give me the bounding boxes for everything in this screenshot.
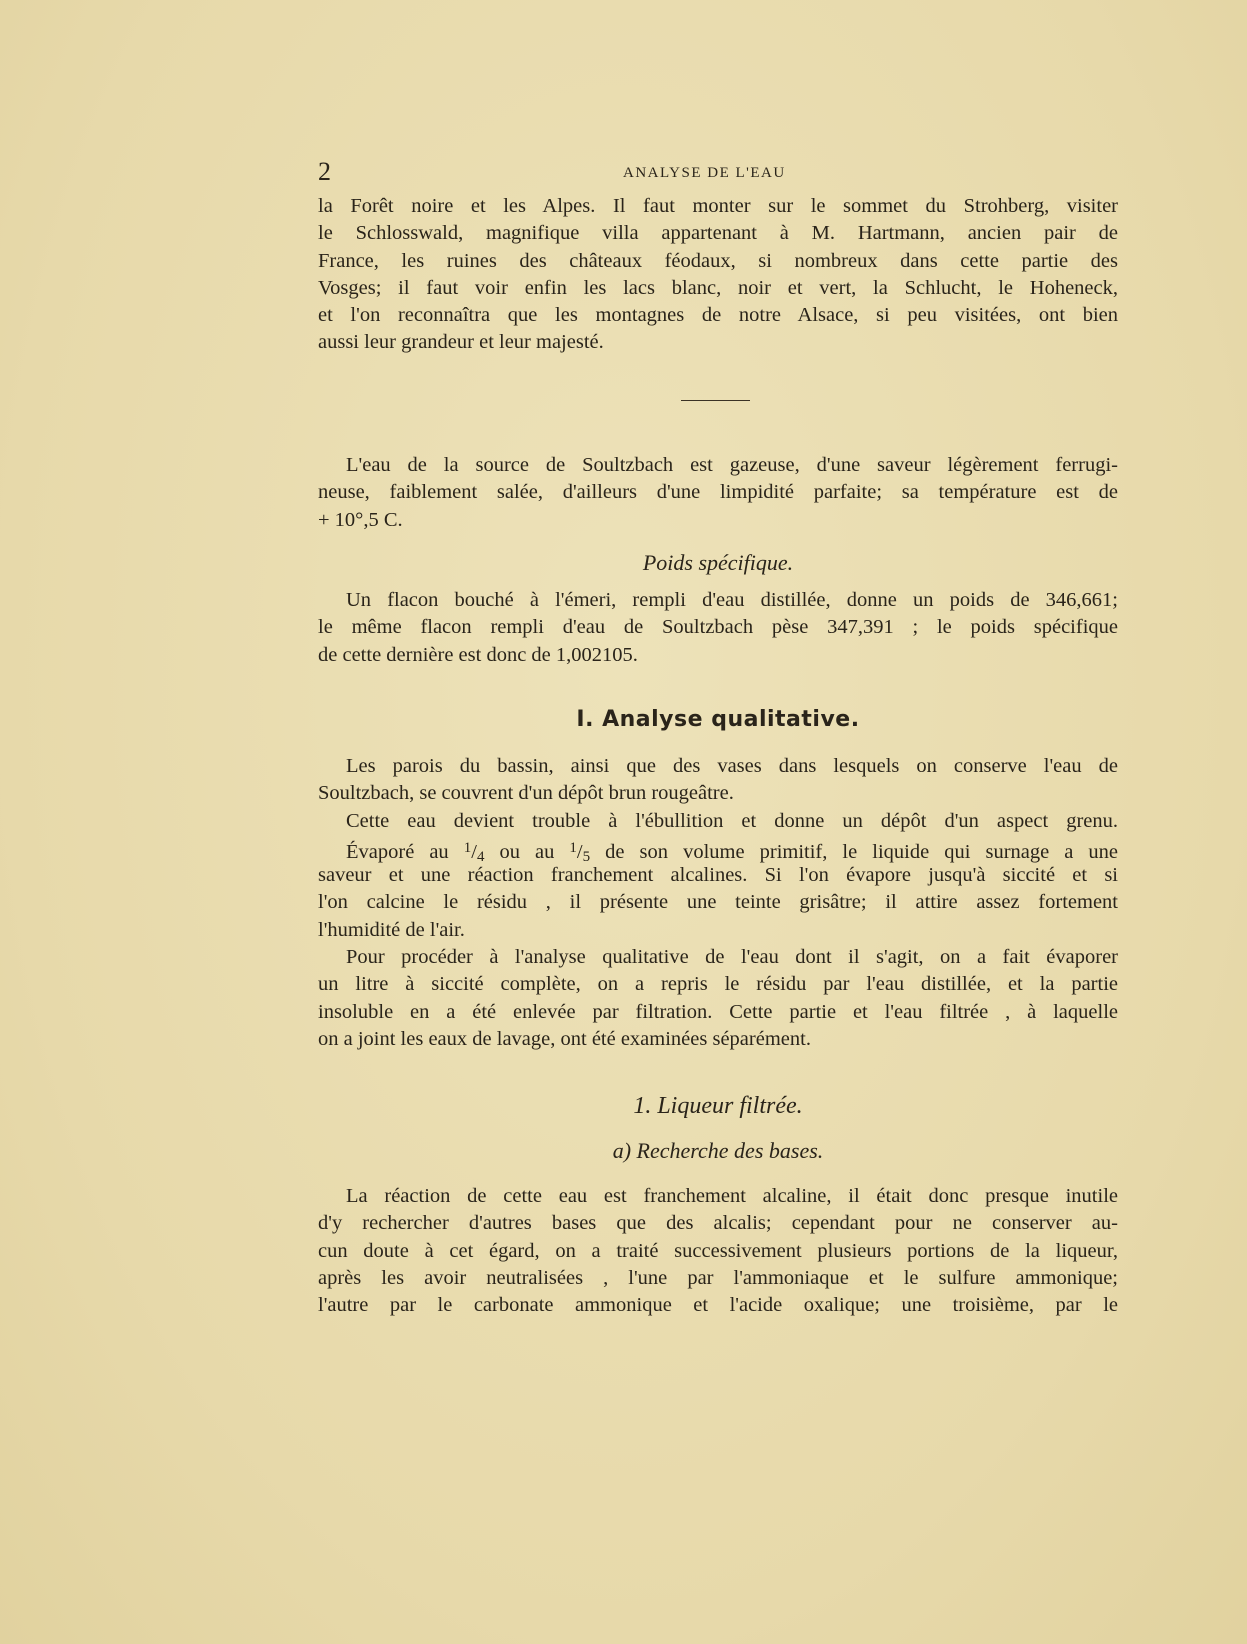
fraction-denominator: 5 [582, 848, 591, 865]
text-line: saveur et une réaction franchement alcalines. Si l'on évapore jusqu'à siccité et si [318, 864, 1118, 887]
heading-recherche-bases: a) Recherche des bases. [612, 1138, 824, 1163]
text-line: on a joint les eaux de lavage, ont été examinées séparément. [318, 1027, 811, 1050]
text-line: le même flacon rempli d'eau de Soultzbach pèse 347,391 ; le poids spécifique [318, 616, 1118, 639]
heading-liqueur-filtree: 1. Liqueur filtrée. [633, 1093, 803, 1119]
paragraph-alsace [318, 193, 1118, 357]
paragraph-bases [318, 1183, 1118, 1319]
heading-poids-specifique: Poids spécifique. [642, 550, 794, 575]
text-line: L'eau de la source de Soultzbach est gazeuse, d'une saveur légèrement ferrugi- [346, 454, 1118, 476]
text-line: un litre à siccité complète, on a repris le résidu par l'eau distillée, et la partie [318, 973, 1118, 996]
page-header [318, 157, 1118, 187]
text-line: aussi leur grandeur et leur majesté. [318, 331, 604, 354]
text-line: Un flacon bouché à l'émeri, rempli d'eau distillée, donne un poids de 346,661; [346, 589, 1118, 611]
text-line: la Forêt noire et les Alpes. Il faut monter sur le sommet du Strohberg, visiter [318, 195, 1118, 217]
text-line: l'on calcine le résidu , il présente une teinte grisâtre; il attire assez fortement [318, 891, 1118, 914]
text-fragment: ou au [499, 840, 555, 863]
paragraph-poids [318, 587, 1118, 669]
text-line: l'humidité de l'air. [318, 918, 465, 941]
fraction-numerator: 1 [569, 839, 577, 856]
text-line: Vosges; il faut voir enfin les lacs blanc, noir et vert, la Schlucht, le Hoheneck, [318, 276, 1118, 299]
paragraph-analyse [318, 753, 1118, 1053]
text-line-fractions: Évaporé au $^1$/4 ou au $^1$/5 de son volume primitif, le liquide qui surnage a une [346, 839, 1118, 865]
text-fragment: de son volume primitif, le liquide qui surnage a une [605, 840, 1118, 863]
text-line: de cette dernière est donc de 1,002105. [318, 643, 638, 666]
text-line: après les avoir neutralisées , l'une par l'ammoniaque et le sulfure ammonique; [318, 1266, 1118, 1289]
text-line: Les parois du bassin, ainsi que des vases dans lesquels on conserve l'eau de [346, 755, 1118, 777]
text-line: Soultzbach, se couvrent d'un dépôt brun rougeâtre. [318, 782, 734, 805]
text-line: d'y rechercher d'autres bases que des alcalis; cependant pour ne conserver au- [318, 1212, 1118, 1235]
text-line: La réaction de cette eau est franchement alcaline, il était donc presque inutile [346, 1185, 1118, 1207]
text-line: et l'on reconnaîtra que les montagnes de notre Alsace, si peu visitées, ont bien [318, 304, 1118, 327]
text-line: Pour procéder à l'analyse qualitative de l'eau dont il s'agit, on a fait évaporer [346, 946, 1118, 969]
text-line: Cette eau devient trouble à l'ébullition et donne un dépôt d'un aspect grenu. [346, 809, 1118, 832]
fraction-denominator: 4 [476, 848, 485, 865]
text-fragment: Évaporé au [346, 840, 449, 863]
fraction-numerator: 1 [463, 839, 472, 856]
text-line: le Schlosswald, magnifique villa appartenant à M. Hartmann, ancien pair de [318, 222, 1118, 245]
running-head: ANALYSE DE L'EAU [623, 165, 786, 181]
text-line: insoluble en a été enlevée par filtration. Cette partie et l'eau filtrée , à laquelle [318, 1000, 1118, 1023]
page-number: 2 [318, 157, 331, 186]
text-line: neuse, faiblement salée, d'ailleurs d'une limpidité parfaite; sa température est de [318, 481, 1118, 504]
text-line: cun doute à cet égard, on a traité successivement plusieurs portions de la liqueur, [318, 1239, 1118, 1262]
heading-analyse-qualitative: I. Analyse qualitative. [576, 707, 860, 732]
text-line: l'autre par le carbonate ammonique et l'acide oxalique; une troisième, par le [318, 1294, 1118, 1317]
text-line: France, les ruines des châteaux féodaux, si nombreux dans cette partie des [318, 249, 1118, 272]
section-divider [681, 400, 750, 401]
paragraph-source [318, 452, 1118, 534]
text-line: + 10°,5 C. [318, 508, 403, 531]
